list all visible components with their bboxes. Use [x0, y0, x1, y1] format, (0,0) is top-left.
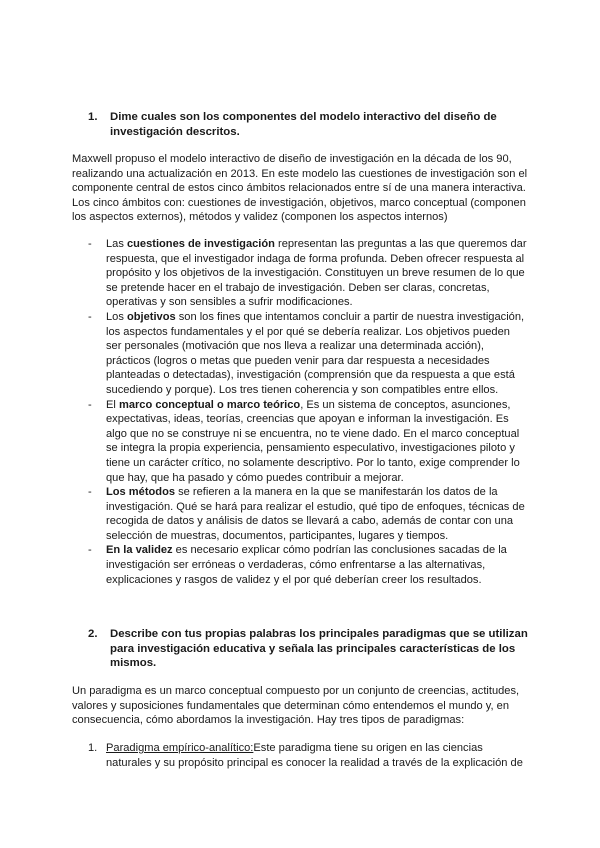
list-item: [88, 398, 528, 486]
question-1-number: 1.: [88, 111, 98, 123]
bullet-term: cuestiones de investigación: [126, 238, 275, 250]
bullet-dash: -: [88, 486, 92, 499]
bullet-prefix: El: [106, 398, 119, 411]
paradigm-name: Paradigma empírico-analítico:: [106, 742, 254, 754]
bullet-text: representan las preguntas a las que queremos dar respuesta, que el investigador indaga de forma profunda. Deben ofrecer respuesta al propósito y los objetivos de la investigación. Constituyen un breve resumen de lo que se pretende hacer en el trabajo de investigación. Deben ser claras, concretas, operativas y son sensibles a sufrir modificaciones.: [106, 238, 527, 309]
question-1-heading: [88, 110, 528, 139]
list-item: [88, 543, 528, 587]
bullet-term: Los métodos: [106, 486, 176, 499]
question-2-title: Describe con tus propias palabras los principales paradigmas que se utilizan para investigación educativa y señala las principales características de los mismos.: [110, 628, 528, 670]
question-2-heading: [88, 627, 528, 671]
intro-paragraph-2: Un paradigma es un marco conceptual compuesto por un conjunto de creencias, actitudes, valores y suposiciones fundamentales que determinan cómo entendemos el mundo y, en consecuencia, cómo abordamos la investigación. Hay tres tipos de paradigmas:: [72, 685, 520, 727]
bullet-text: se refieren a la manera en la que se manifestarán los datos de la investigación. Qué se hará para realizar el estudio, qué tipo de enfoques, técnicas de recogida de datos y análisis de datos se llevará a cabo, además de contar con una selección de muestras, documentos, participantes, lugares y tiempos.: [106, 486, 525, 542]
bullet-prefix: Los: [106, 310, 127, 323]
bullet-term: En la validez: [106, 544, 173, 557]
list-item: [88, 741, 528, 770]
bullet-text: son los fines que intentamos concluir a partir de nuestra investigación, los aspectos fundamentales y el por qué se debería realizar. Los objetivos pueden ser personales (motivación que nos lleva a realizar una determinada acción), prácticos (logros o metas que pueden venir para dar respuesta a necesidades planteadas o detectadas), investigación (comprensión que da respuesta a que está sucediendo y porque). Los tres tienen coherencia y son compatibles entre ellos.: [106, 310, 525, 396]
question-2-number: 2.: [88, 628, 98, 640]
bullet-term: marco conceptual o marco teórico: [118, 398, 301, 411]
paradigms-list: [88, 741, 528, 770]
bullet-dash: -: [88, 238, 92, 250]
bullet-prefix: Las: [106, 238, 127, 250]
bullet-dash: -: [88, 398, 92, 411]
components-bullet-list: [88, 237, 528, 587]
paradigm-number: 1.: [88, 742, 98, 754]
bullet-dash: -: [88, 310, 92, 323]
bullet-term: objetivos: [126, 310, 176, 323]
bullet-dash: -: [88, 544, 92, 557]
bullet-text: , Es un sistema de conceptos, asunciones, expectativas, ideas, teorías, creencias que apoyan e informan la investigación. Es algo que no se construye ni se encuentra, no te viene dado. En el marco conceptual se integra la propia experiencia, pensamiento especulativo, investigaciones piloto y tiene un carácter crítico, no solamente descriptivo. Por lo tanto, exige comprender lo que hay, que ha pasado y cómo puedes contribuir a mejorar.: [106, 398, 520, 484]
question-1-title: Dime cuales son los componentes del modelo interactivo del diseño de investigación descritos.: [110, 111, 497, 138]
list-item: [88, 485, 528, 543]
list-item: [88, 237, 528, 310]
paradigm-text: Este paradigma tiene su origen en las ciencias naturales y su propósito principal es conocer la realidad a través de la explicación de: [106, 742, 523, 769]
list-item: [88, 310, 528, 398]
bullet-text: es necesario explicar cómo podrían las conclusiones sacadas de la investigación ser erróneas o verdaderas, cómo enfrentarse a las alternativas, explicaciones y rasgos de validez y el por qué deberían creer los resultados.: [106, 544, 507, 586]
intro-paragraph-1: Maxwell propuso el modelo interactivo de diseño de investigación en la década de los 90, realizando una actualización en 2013. En este modelo las cuestiones de investigación son el componente central de estos cinco ámbitos relacionados entre sí de una manera interactiva. Los cinco ámbitos con: cuestiones de investigación, objetivos, marco conceptual (componen los aspectos externos), métodos y validez (componen los aspectos internos): [72, 153, 528, 224]
